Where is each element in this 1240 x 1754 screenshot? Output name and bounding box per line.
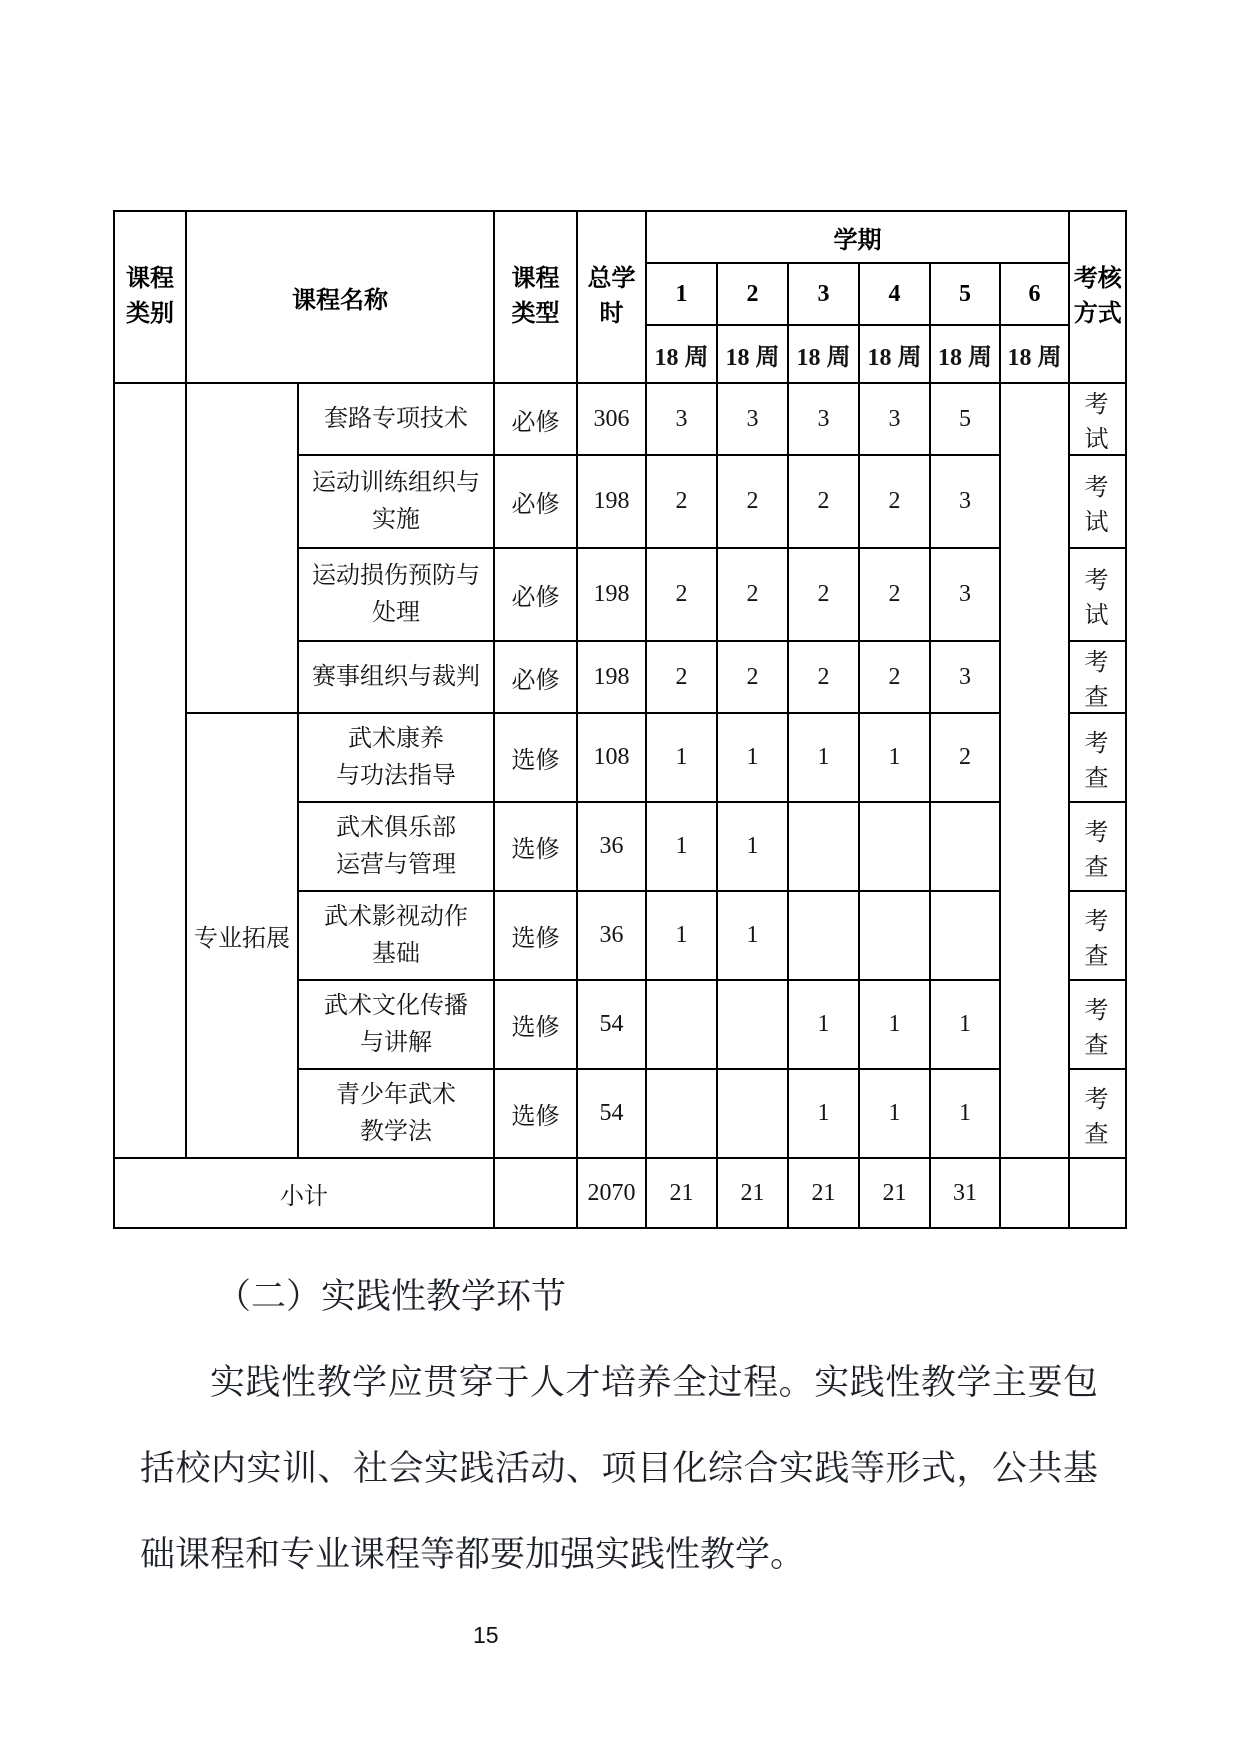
total-hours-cell: 54	[577, 1069, 646, 1158]
assessment-cell: 考试	[1069, 548, 1126, 641]
semester-value-cell	[717, 1069, 788, 1158]
assessment-cell: 考查	[1069, 980, 1126, 1069]
course-type-cell: 必修	[494, 548, 577, 641]
total-hours-cell: 54	[577, 980, 646, 1069]
subtotal-semester6-cell	[1000, 1158, 1069, 1228]
subtotal-label-cell: 小计	[114, 1158, 494, 1228]
semester-value-cell: 1	[646, 713, 717, 802]
subtotal-semester-cell: 21	[717, 1158, 788, 1228]
header-semester-5: 5	[930, 263, 1000, 325]
course-type-cell: 选修	[494, 1069, 577, 1158]
semester-value-cell	[859, 802, 930, 891]
course-type-cell: 选修	[494, 891, 577, 980]
header-category: 课程类别	[114, 211, 186, 383]
header-course-type: 课程类型	[494, 211, 577, 383]
course-type-cell: 选修	[494, 802, 577, 891]
semester-value-cell: 2	[717, 548, 788, 641]
semester-value-cell	[717, 980, 788, 1069]
header-row-semester	[114, 211, 1126, 263]
semester6-merged-empty-cell	[1000, 383, 1069, 1158]
total-hours-cell: 306	[577, 383, 646, 455]
header-weeks-4: 18 周	[859, 325, 930, 383]
assessment-cell: 考查	[1069, 641, 1126, 713]
subtotal-semester-cell: 31	[930, 1158, 1000, 1228]
semester-value-cell	[788, 891, 859, 980]
semester-value-cell: 2	[788, 548, 859, 641]
group-merged-empty-cell	[186, 383, 298, 713]
header-semester-6: 6	[1000, 263, 1069, 325]
semester-value-cell	[646, 980, 717, 1069]
semester-value-cell	[859, 891, 930, 980]
course-name-cell: 武术影视动作 基础	[298, 891, 494, 980]
semester-value-cell: 2	[788, 641, 859, 713]
curriculum-table	[113, 210, 1127, 1229]
assessment-cell: 考查	[1069, 1069, 1126, 1158]
header-semester-4: 4	[859, 263, 930, 325]
course-row	[114, 383, 1126, 455]
header-weeks-3: 18 周	[788, 325, 859, 383]
semester-value-cell	[930, 891, 1000, 980]
course-type-cell: 必修	[494, 455, 577, 548]
semester-value-cell: 2	[717, 641, 788, 713]
total-hours-cell: 198	[577, 455, 646, 548]
semester-value-cell: 3	[646, 383, 717, 455]
semester-value-cell: 3	[859, 383, 930, 455]
page-number: 15	[473, 1622, 499, 1648]
paragraph-line: 础课程和专业课程等都要加强实践性教学。	[140, 1535, 806, 1574]
paragraph-line: 实践性教学应贯穿于人才培养全过程。实践性教学主要包	[210, 1363, 1098, 1402]
group-label-cell: 专业拓展	[186, 713, 298, 1158]
semester-value-cell: 2	[859, 641, 930, 713]
semester-value-cell: 1	[717, 891, 788, 980]
header-assessment: 考核方式	[1069, 211, 1126, 383]
subtotal-semester-cell: 21	[859, 1158, 930, 1228]
semester-value-cell: 1	[859, 980, 930, 1069]
subtotal-hours-cell: 2070	[577, 1158, 646, 1228]
header-total-hours: 总学时	[577, 211, 646, 383]
total-hours-cell: 108	[577, 713, 646, 802]
course-name-cell: 套路专项技术	[298, 383, 494, 455]
semester-value-cell: 3	[930, 641, 1000, 713]
semester-value-cell: 2	[859, 548, 930, 641]
semester-value-cell: 3	[930, 455, 1000, 548]
semester-value-cell	[788, 802, 859, 891]
semester-value-cell: 1	[930, 980, 1000, 1069]
header-semester-1: 1	[646, 263, 717, 325]
subtotal-assessment-cell	[1069, 1158, 1126, 1228]
total-hours-cell: 198	[577, 548, 646, 641]
course-name-cell: 武术俱乐部 运营与管理	[298, 802, 494, 891]
course-name-cell: 武术文化传播 与讲解	[298, 980, 494, 1069]
semester-value-cell: 3	[788, 383, 859, 455]
semester-value-cell: 2	[930, 713, 1000, 802]
total-hours-cell: 36	[577, 802, 646, 891]
section-heading: （二）实践性教学环节	[216, 1277, 567, 1316]
semester-value-cell: 2	[646, 455, 717, 548]
semester-value-cell: 5	[930, 383, 1000, 455]
semester-value-cell: 1	[646, 802, 717, 891]
assessment-cell: 考查	[1069, 802, 1126, 891]
header-weeks-5: 18 周	[930, 325, 1000, 383]
header-weeks-1: 18 周	[646, 325, 717, 383]
header-weeks-6: 18 周	[1000, 325, 1069, 383]
course-name-cell: 运动训练组织与 实施	[298, 455, 494, 548]
category-merged-empty-cell	[114, 383, 186, 1158]
course-type-cell: 选修	[494, 980, 577, 1069]
subtotal-semester-cell: 21	[646, 1158, 717, 1228]
subtotal-semester-cell: 21	[788, 1158, 859, 1228]
semester-value-cell: 2	[646, 548, 717, 641]
subtotal-row	[114, 1158, 1126, 1228]
semester-value-cell: 1	[646, 891, 717, 980]
semester-value-cell: 1	[788, 1069, 859, 1158]
header-weeks-2: 18 周	[717, 325, 788, 383]
semester-value-cell: 2	[646, 641, 717, 713]
header-semester-2: 2	[717, 263, 788, 325]
semester-value-cell	[930, 802, 1000, 891]
semester-value-cell: 2	[717, 455, 788, 548]
semester-value-cell: 2	[859, 455, 930, 548]
semester-value-cell: 3	[930, 548, 1000, 641]
semester-value-cell: 1	[717, 802, 788, 891]
course-type-cell: 必修	[494, 383, 577, 455]
total-hours-cell: 36	[577, 891, 646, 980]
course-row	[114, 713, 1126, 802]
assessment-cell: 考查	[1069, 891, 1126, 980]
semester-value-cell: 1	[717, 713, 788, 802]
course-name-cell: 运动损伤预防与 处理	[298, 548, 494, 641]
paragraph-line: 括校内实训、社会实践活动、项目化综合实践等形式，公共基	[140, 1449, 1098, 1488]
semester-value-cell: 2	[788, 455, 859, 548]
course-type-cell: 选修	[494, 713, 577, 802]
semester-value-cell	[646, 1069, 717, 1158]
header-course-name: 课程名称	[186, 211, 494, 383]
header-semester: 学期	[646, 211, 1069, 263]
practical-teaching-section	[140, 1254, 1098, 1598]
assessment-cell: 考试	[1069, 455, 1126, 548]
subtotal-type-cell	[494, 1158, 577, 1228]
semester-value-cell: 1	[930, 1069, 1000, 1158]
course-name-cell: 赛事组织与裁判	[298, 641, 494, 713]
semester-value-cell: 1	[859, 1069, 930, 1158]
course-name-cell: 青少年武术 教学法	[298, 1069, 494, 1158]
semester-value-cell: 1	[788, 980, 859, 1069]
course-name-cell: 武术康养 与功法指导	[298, 713, 494, 802]
assessment-cell: 考查	[1069, 713, 1126, 802]
course-type-cell: 必修	[494, 641, 577, 713]
assessment-cell: 考试	[1069, 383, 1126, 455]
header-semester-3: 3	[788, 263, 859, 325]
semester-value-cell: 3	[717, 383, 788, 455]
semester-value-cell: 1	[859, 713, 930, 802]
total-hours-cell: 198	[577, 641, 646, 713]
semester-value-cell: 1	[788, 713, 859, 802]
